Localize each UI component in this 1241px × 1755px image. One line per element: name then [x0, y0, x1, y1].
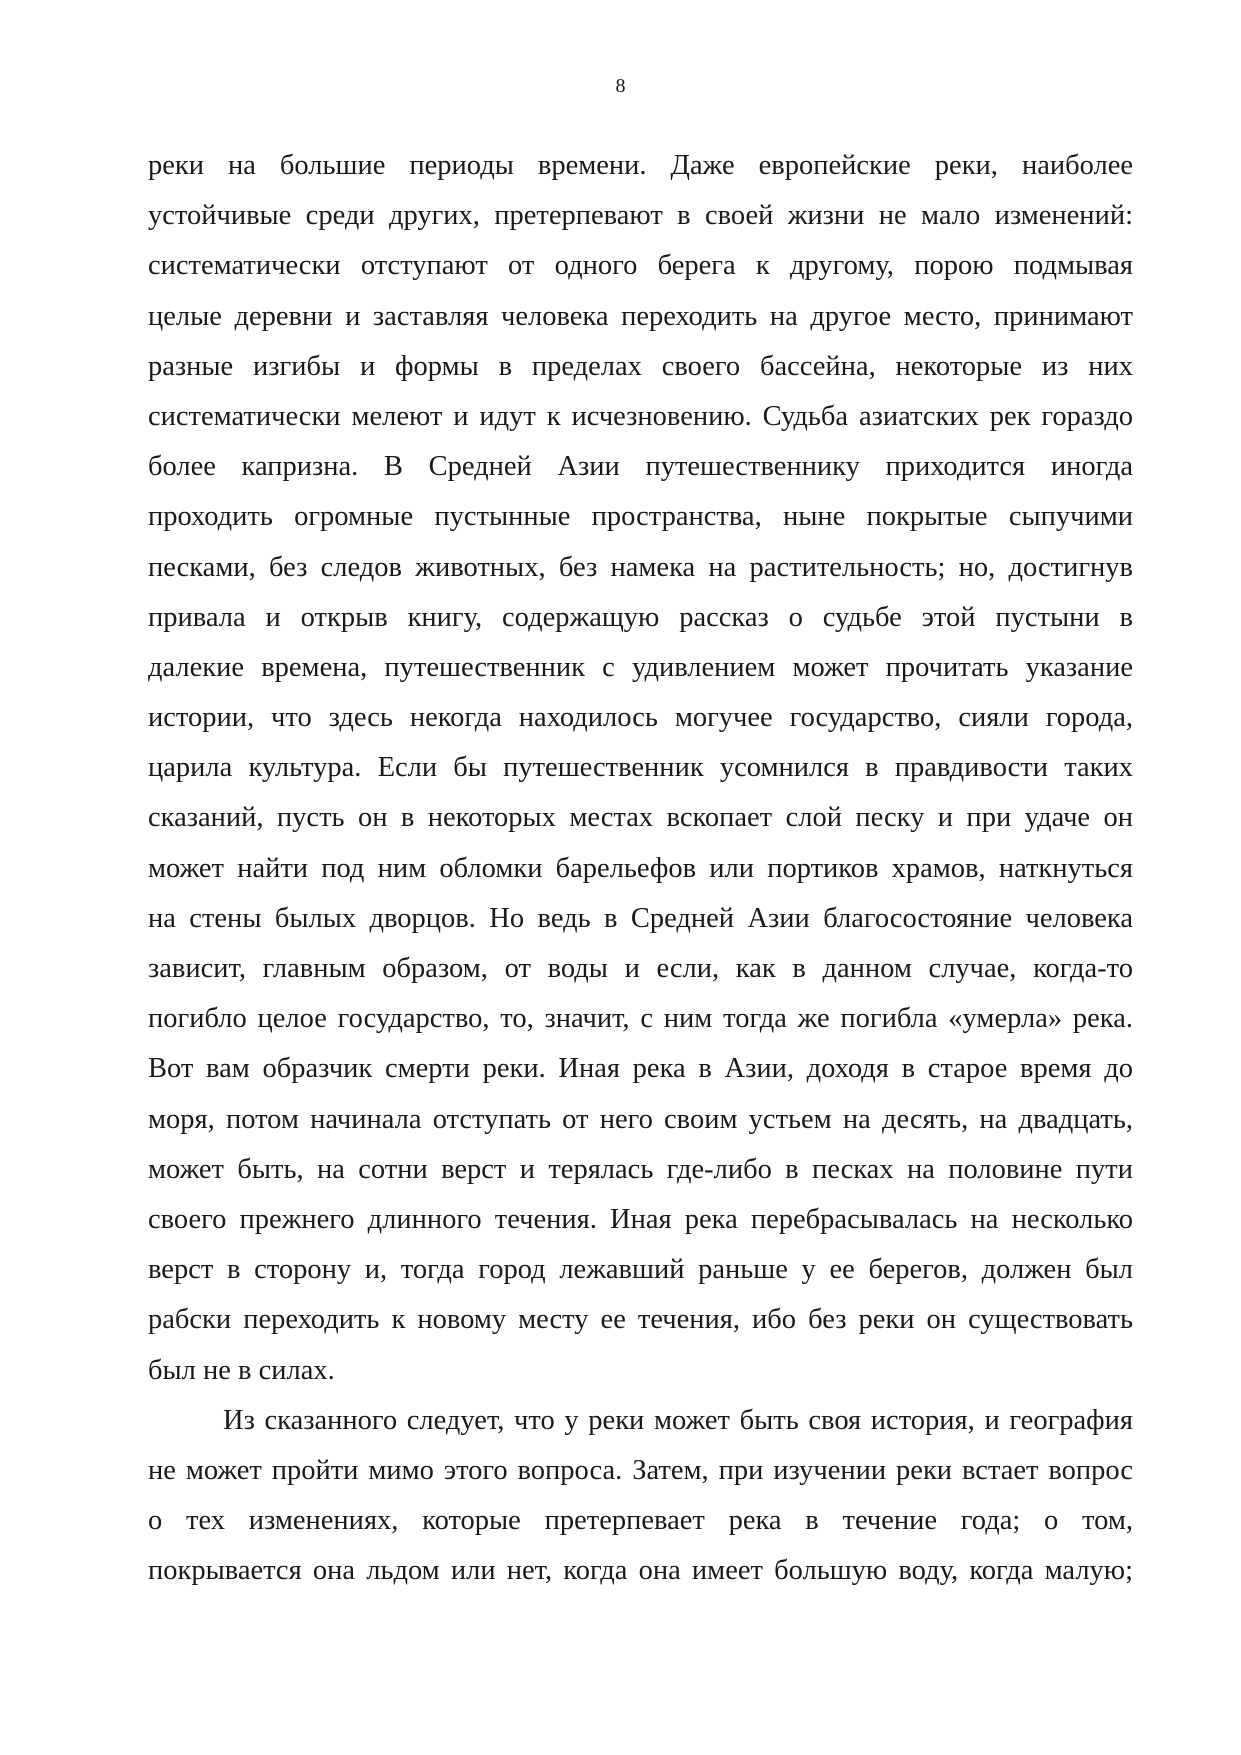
- text-line: своего прежнего длинного течения. Иная река перебрасывалась на несколько: [148, 1203, 1133, 1235]
- text-line: истории, что здесь некогда находилось могучее государство, сияли города,: [148, 702, 1133, 734]
- text-line: был не в силах.: [148, 1354, 335, 1386]
- text-line: привала и открыв книгу, содержащую рассказ о судьбе этой пустыни в: [148, 601, 1133, 633]
- text-line: о тех изменениях, которые претерпевает река в течение года; о том,: [148, 1505, 1133, 1537]
- text-line: разные изгибы и формы в пределах своего бассейна, некоторые из них: [148, 350, 1133, 382]
- text-line: проходить огромные пустынные пространства, ныне покрытые сыпучими: [148, 501, 1133, 533]
- text-line: не может пройти мимо этого вопроса. Затем, при изучении реки встает вопрос: [148, 1454, 1133, 1486]
- text-line: Из сказанного следует, что у реки может быть своя история, и география: [223, 1404, 1133, 1436]
- text-line: Вот вам образчик смерти реки. Иная река в Азии, доходя в старое время до: [148, 1053, 1133, 1085]
- text-line: сказаний, пусть он в некоторых местах вскопает слой песку и при удаче он: [148, 802, 1133, 834]
- body-text: [148, 141, 1133, 1596]
- text-line: реки на большие периоды времени. Даже европейские реки, наиболее: [148, 150, 1133, 181]
- text-line: может найти под ним обломки барельефов или портиков храмов, наткнуться: [148, 852, 1133, 884]
- text-line: зависит, главным образом, от воды и если, как в данном случае, когда-то: [148, 953, 1133, 984]
- text-line: может быть, на сотни верст и терялась где-либо в песках на половине пути: [148, 1153, 1133, 1185]
- page-number: 8: [615, 75, 626, 97]
- text-line: моря, потом начинала отступать от него своим устьем на десять, на двадцать,: [148, 1103, 1133, 1135]
- text-line: целые деревни и заставляя человека переходить на другое место, принимают: [148, 300, 1133, 332]
- text-line: верст в сторону и, тогда город лежавший раньше у ее берегов, должен был: [148, 1254, 1133, 1286]
- text-line: песками, без следов животных, без намека на растительность; но, достигнув: [148, 551, 1133, 583]
- text-line: более капризна. В Средней Азии путешественнику приходится иногда: [148, 451, 1133, 483]
- text-line: далекие времена, путешественник с удивлением может прочитать указание: [148, 651, 1133, 683]
- text-line: систематически отступают от одного берега к другому, порою подмывая: [148, 250, 1133, 282]
- text-line: устойчивые среди других, претерпевают в своей жизни не мало изменений:: [148, 200, 1133, 232]
- text-line: царила культура. Если бы путешественник усомнился в правдивости таких: [148, 752, 1133, 784]
- text-line: рабски переходить к новому месту ее течения, ибо без реки он существовать: [148, 1304, 1133, 1336]
- text-line: погибло целое государство, то, значит, с ним тогда же погибла «умерла» река.: [148, 1003, 1133, 1035]
- text-line: покрывается она льдом или нет, когда она имеет большую воду, когда малую;: [148, 1555, 1133, 1587]
- text-line: на стены былых дворцов. Но ведь в Средней Азии благосостояние человека: [148, 902, 1133, 934]
- text-line: систематически мелеют и идут к исчезновению. Судьба азиатских рек гораздо: [148, 400, 1133, 432]
